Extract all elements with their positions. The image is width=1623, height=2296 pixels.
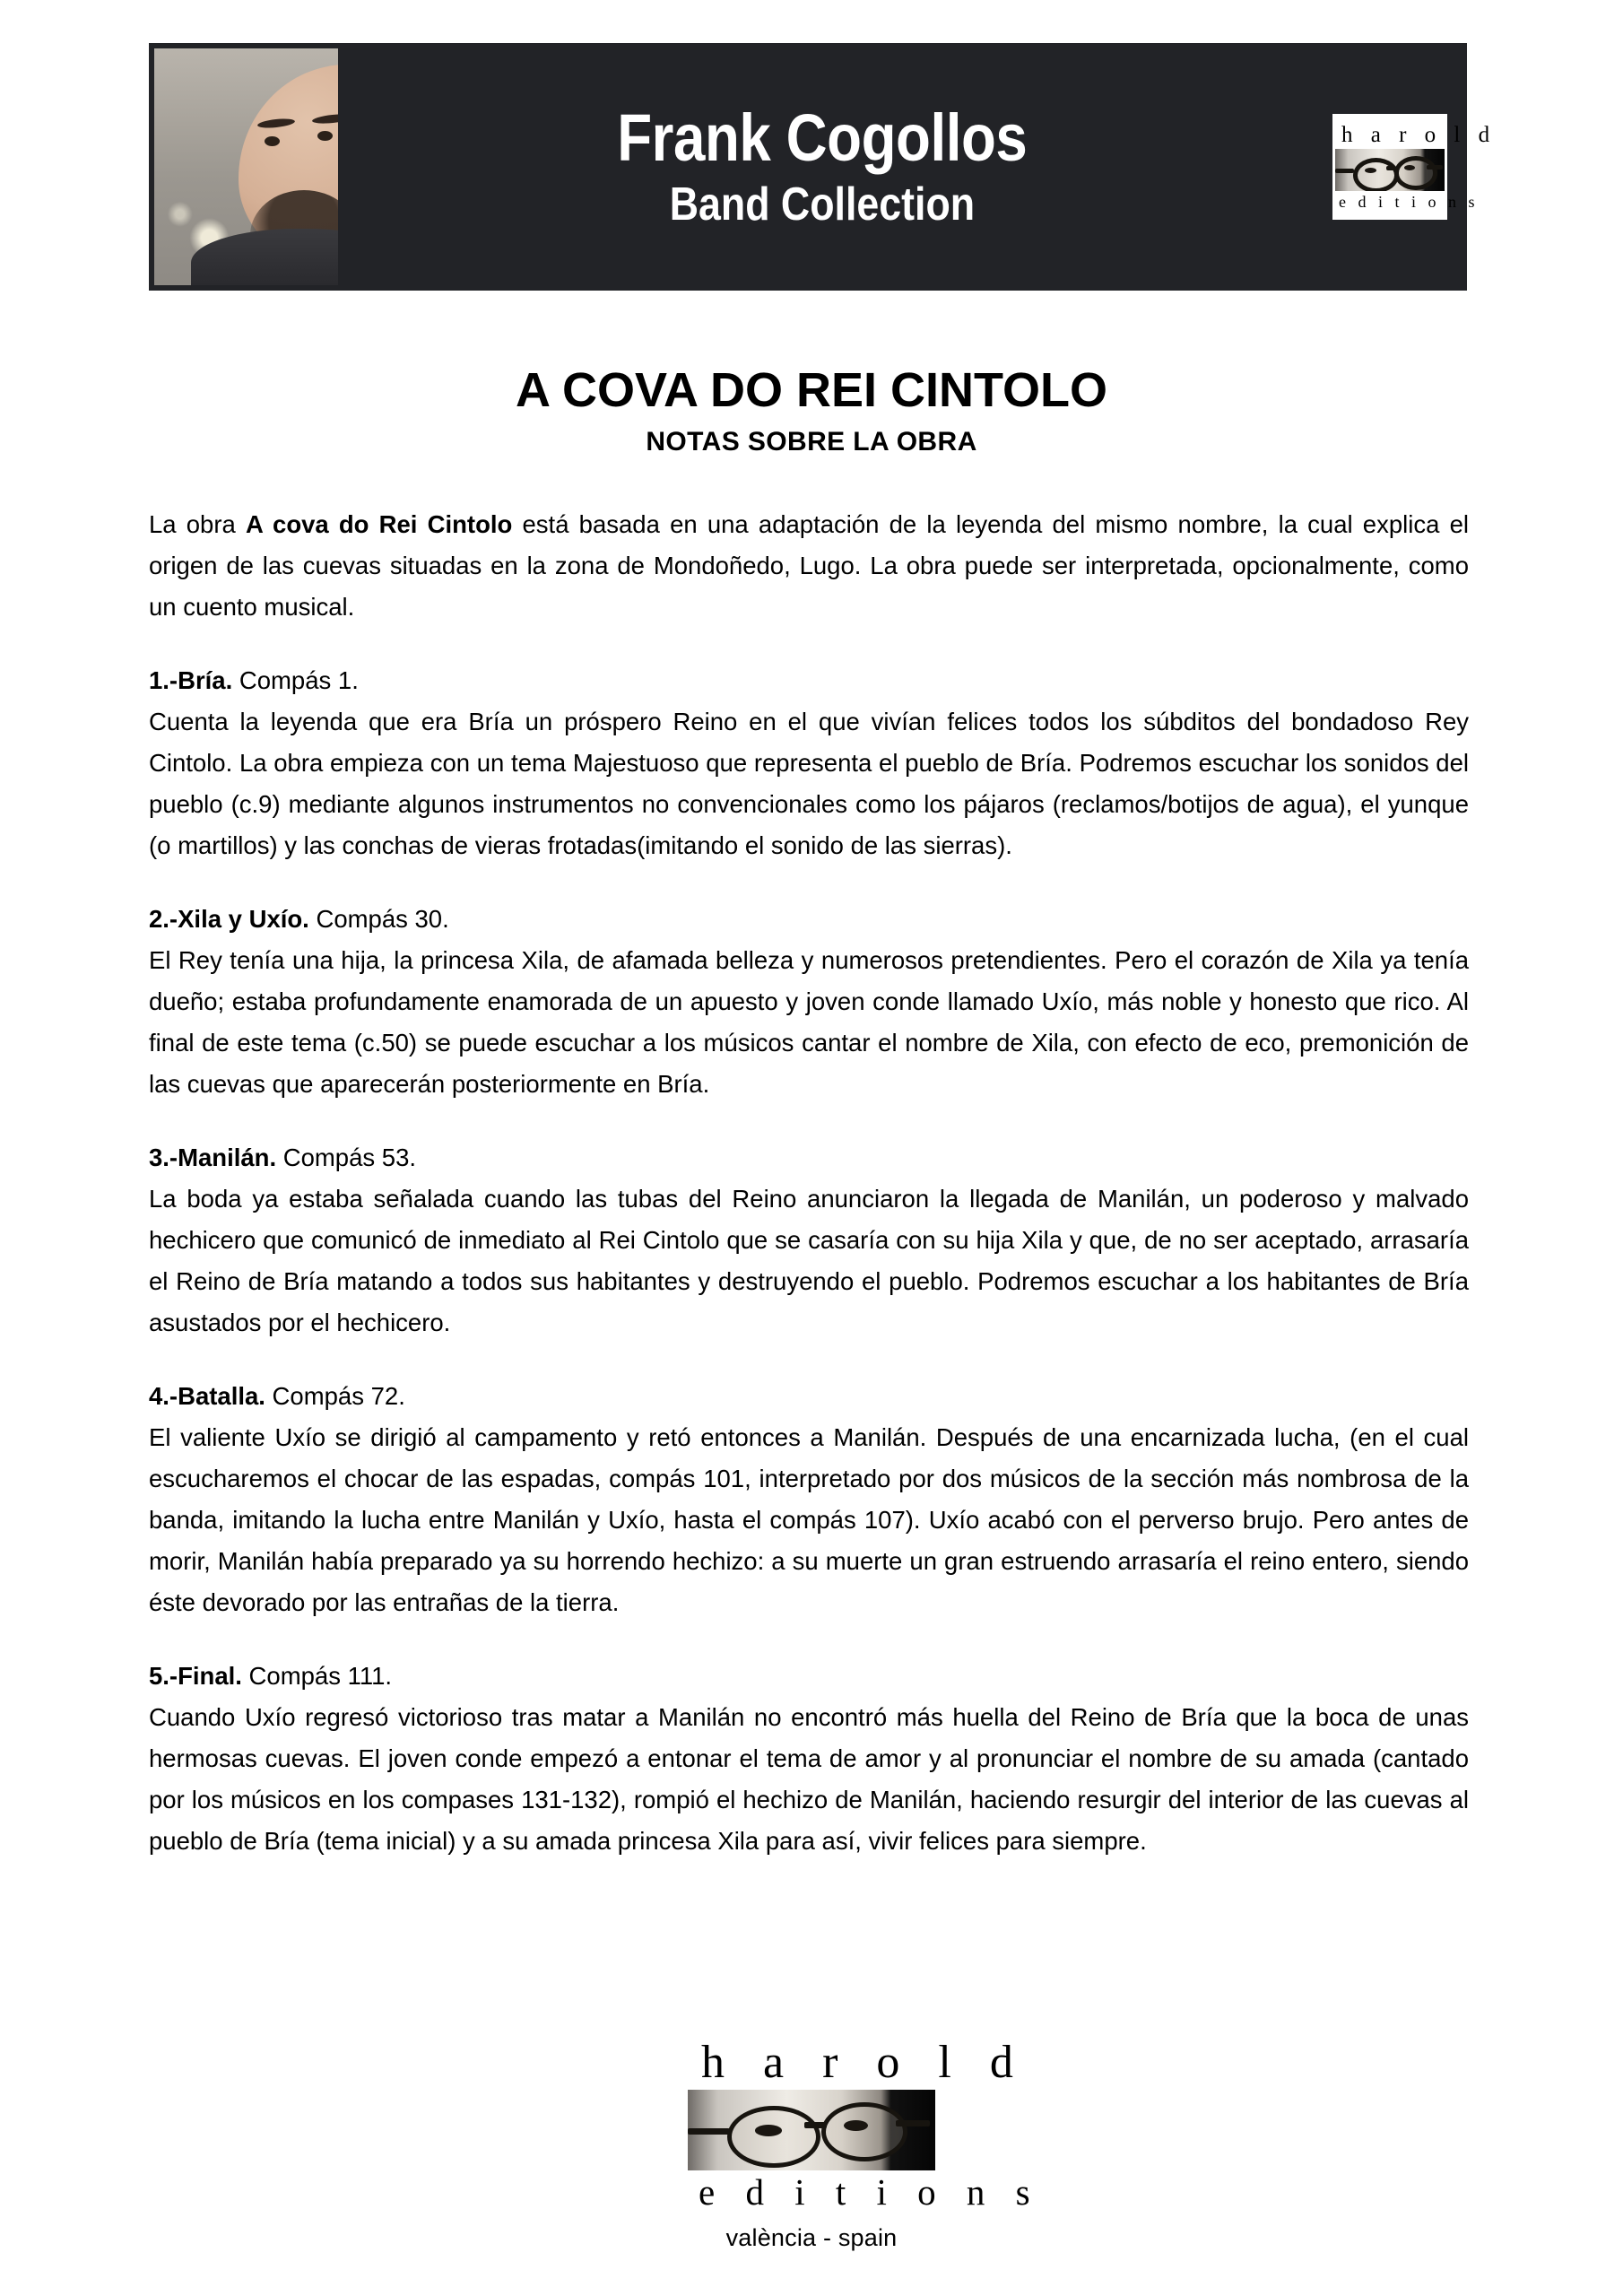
section-heading (149, 660, 1469, 701)
harold-editions-logo-footer (688, 2032, 1041, 2217)
glasses-arm-right (1427, 165, 1442, 170)
glasses-arm-left (688, 2128, 730, 2135)
section-body: Cuando Uxío regresó victorioso tras matar a Manilán no encontró más huella del Reino de Bría que la boca de unas hermosas cuevas. El joven conde empezó a entonar el tema de amor y al pronunciar el nombre de su amada (cantado por los músicos en los compases 131-132), rompió el hechizo de Manilán, haciendo resurgir del interior de las cuevas al pueblo de Bría (tema inicial) y a su amada princesa Xila para así, vivir felices para siempre. (149, 1703, 1469, 1855)
document-body (149, 504, 1469, 1862)
section-heading (149, 1656, 1469, 1697)
section-3 (149, 1137, 1469, 1344)
section-measure: Compás 72. (265, 1382, 405, 1410)
page-footer (0, 2032, 1623, 2252)
glasses-eye-left (1365, 168, 1376, 173)
glasses-eye-right (1404, 165, 1415, 170)
glasses-icon (1335, 149, 1445, 191)
logo-wordmark-harold: h a r o l d (701, 2036, 1027, 2088)
glasses-eye-left (755, 2125, 782, 2136)
page-title: A COVA DO REI CINTOLO (515, 363, 1108, 417)
section-measure: Compás 53. (276, 1144, 417, 1171)
page-subtitle: NOTAS SOBRE LA OBRA (646, 427, 977, 457)
composer-name: Frank Cogollos (616, 100, 1028, 176)
glasses-lens-left (727, 2106, 820, 2168)
glasses-bridge (1386, 166, 1396, 170)
section-body: Cuenta la leyenda que era Bría un próspero Reino en el que vivían felices todos los súbditos del bondadoso Rey Cintolo. La obra empieza con un tema Majestuoso que representa el pueblo de Bría. Podremos escuchar los sonidos del pueblo (c.9) mediante algunos instrumentos no convencionales como los pájaros (reclamos/botijos de agua), el yunque (o martillos) y las conchas de vieras frotadas(imitando el sonido de las sierras). (149, 708, 1469, 859)
glasses-lens-left (1353, 158, 1399, 191)
section-5 (149, 1656, 1469, 1862)
glasses-lens-right (1394, 156, 1437, 189)
harold-editions-logo-header (1332, 114, 1497, 220)
section-number-label: 3.-Manilán. (149, 1144, 277, 1171)
section-heading (149, 899, 1469, 940)
glasses-arm-left (1335, 169, 1354, 173)
logo-wordmark-editions: e d i t i o n s (1339, 193, 1479, 211)
header-banner (149, 43, 1497, 291)
section-number-label: 2.-Xila y Uxío. (149, 905, 309, 933)
glasses-icon (688, 2090, 935, 2170)
portrait-eye-left (265, 136, 280, 146)
intro-text-after: está basada en una adaptación de la leyenda del mismo nombre, la cual explica el origen de las cuevas situadas en la zona de Mondoñedo, Lugo. La obra puede ser interpretada, opcionalmente, como un cuento musical. (149, 510, 1469, 621)
logo-wordmark-editions: e d i t i o n s (699, 2170, 1041, 2213)
section-measure: Compás 1. (232, 666, 359, 694)
intro-text-before: La obra (149, 510, 246, 538)
header-title-block (338, 43, 1332, 291)
section-2 (149, 899, 1469, 1105)
section-heading (149, 1376, 1469, 1417)
section-1 (149, 660, 1469, 866)
section-measure: Compás 111. (241, 1662, 393, 1690)
section-number-label: 1.-Bría. (149, 666, 233, 694)
section-number-label: 4.-Batalla. (149, 1382, 265, 1410)
logo-wordmark-harold: h a r o l d (1341, 123, 1497, 147)
glasses-arm-right (896, 2120, 931, 2126)
intro-paragraph (149, 504, 1469, 628)
section-heading (149, 1137, 1469, 1178)
work-title-inline: A cova do Rei Cintolo (246, 510, 513, 538)
glasses-lens-right (821, 2102, 907, 2161)
section-4 (149, 1376, 1469, 1623)
section-measure: Compás 30. (308, 905, 449, 933)
composer-portrait-photo (154, 48, 338, 285)
section-body: La boda ya estaba señalada cuando las tubas del Reino anunciaron la llegada de Manilán, un poderoso y malvado hechicero que comunicó de inmediato al Rei Cintolo que se casaría con su hija Xila y que, de no ser aceptado, arrasaría el Reino de Bría matando a todos sus habitantes y destruyendo el pueblo. Podremos escuchar a los habitantes de Bría asustados por el hechicero. (149, 1185, 1469, 1336)
section-number-label: 5.-Final. (149, 1662, 242, 1690)
collection-name: Band Collection (669, 178, 975, 230)
section-body: El valiente Uxío se dirigió al campamento y retó entonces a Manilán. Después de una encarnizada lucha, (en el cual escucharemos el chocar de las espadas, compás 101, interpretado por dos músicos de la sección más nombrosa de la banda, imitando la lucha entre Manilán y Uxío, hasta el compás 107). Uxío acabó con el perverso brujo. Pero antes de morir, Manilán había preparado ya su horrendo hechizo: a su muerte un gran estruendo arrasaría el reino entero, siendo éste devorado por las entrañas de la tierra. (149, 1423, 1469, 1616)
section-body: El Rey tenía una hija, la princesa Xila, de afamada belleza y numerosos pretendientes. Pero el corazón de Xila ya tenía dueño; estaba profundamente enamorada de un apuesto y joven conde llamado Uxío, más noble y honesto que rico. Al final de este tema (c.50) se puede escuchar a los músicos cantar el nombre de Xila, con efecto de eco, premonición de las cuevas que aparecerán posteriormente en Bría. (149, 946, 1469, 1098)
publisher-location: valència - spain (725, 2224, 898, 2251)
glasses-bridge (804, 2122, 827, 2128)
